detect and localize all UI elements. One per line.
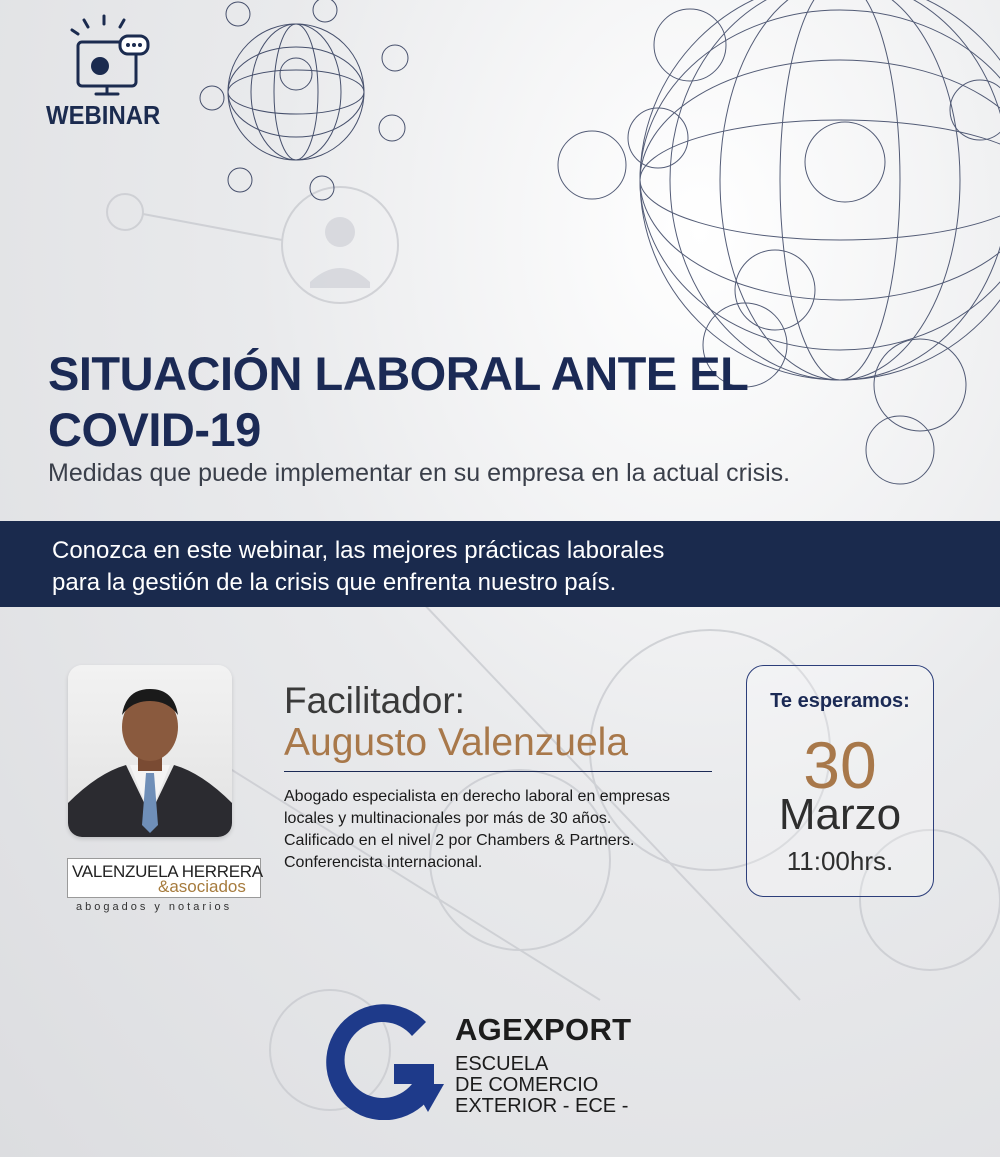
firm-tagline: abogados y notarios [76,901,233,913]
firm-name: VALENZUELA HERRERA [72,862,263,881]
event-heading: Te esperamos: [770,690,910,712]
page-subtitle: Medidas que puede implementar en su empresa en la actual crisis. [48,459,791,487]
event-time: 11:00hrs. [786,846,894,876]
banner-text: Conozca en este webinar, las mejores prácticas laborales para la gestión de la crisis que enfrenta nuestro país. [52,537,665,596]
facilitator-divider [284,771,712,772]
org-subname: ESCUELA DE COMERCIO EXTERIOR - ECE - [455,1053,629,1117]
firm-subname: &asociados [158,877,246,896]
facilitator-label: Facilitador: [284,680,465,721]
event-month: Marzo [778,790,902,839]
event-day: 30 [803,728,877,802]
webinar-label: WEBINAR [46,100,161,130]
agexport-logo-icon [316,1000,456,1120]
page-title: SITUACIÓN LABORAL ANTE EL COVID-19 [48,347,748,456]
facilitator-name: Augusto Valenzuela [284,721,629,764]
org-name: AGEXPORT [455,1012,632,1047]
facilitator-bio: Abogado especialista en derecho laboral en empresas locales y multinacionales por más de 30 años. Calificado en el nivel 2 por Chambers & Partners. Conferencista internacional. [284,788,671,871]
facilitator-photo [68,665,232,837]
